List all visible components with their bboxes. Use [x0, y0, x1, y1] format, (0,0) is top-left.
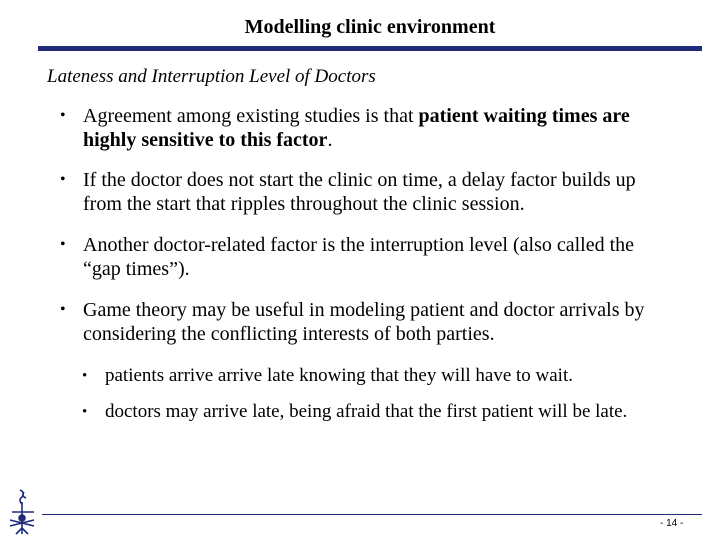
- slide-title: Modelling clinic environment: [244, 16, 496, 38]
- header-divider: [38, 46, 702, 51]
- bullet-marker: •: [60, 301, 66, 318]
- footer-divider: [42, 514, 702, 515]
- bullet-text: If the doctor does not start the clinic on time, a delay factor builds up from the start that ripples throughout the clinic session.: [83, 169, 636, 215]
- sub-bullet-marker: •: [82, 368, 88, 384]
- bullet-text: Agreement among existing studies is that patient waiting times are highly sensitive to this factor.: [83, 105, 630, 151]
- sub-bullet-text: patients arrive arrive late knowing that they will have to wait.: [105, 365, 573, 386]
- bullet-marker: •: [60, 171, 66, 188]
- section-subtitle: Lateness and Interruption Level of Doctors: [47, 66, 376, 87]
- bullet-marker: •: [60, 107, 66, 124]
- bullet-marker: •: [60, 236, 66, 253]
- sub-bullet-marker: •: [82, 404, 88, 420]
- bullet-text: Game theory may be useful in modeling patient and doctor arrivals by considering the conflicting interests of both parties.: [83, 299, 645, 345]
- institution-logo-icon: [6, 486, 40, 538]
- sub-bullet-text: doctors may arrive late, being afraid that the first patient will be late.: [105, 401, 628, 422]
- page-number: - 14 -: [660, 518, 684, 529]
- bullet-text: Another doctor-related factor is the interruption level (also called the “gap times”).: [83, 234, 635, 280]
